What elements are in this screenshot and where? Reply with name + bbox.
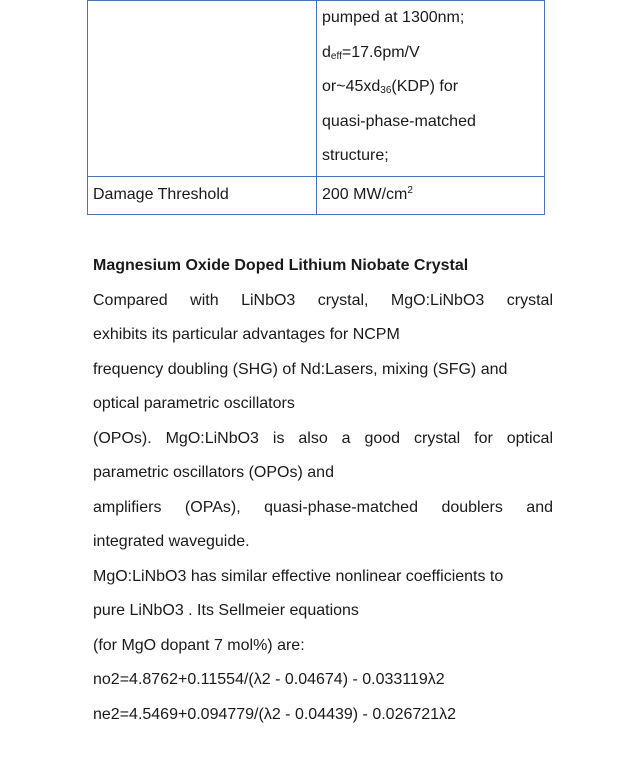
value-line: structure;: [322, 147, 389, 164]
value-line: quasi-phase-matched: [322, 112, 476, 130]
kdp-subscript: 36: [380, 85, 392, 96]
value-line: [322, 70, 539, 105]
properties-table: [87, 0, 545, 215]
paragraph-line: parametric oscillators (OPOs) and: [93, 464, 334, 481]
paragraph-line: optical parametric oscillators: [93, 395, 295, 412]
kdp-rest: (KDP) for: [391, 78, 459, 95]
table-cell-value: [317, 1, 545, 177]
deff-subscript: eff: [330, 50, 342, 62]
sellmeier-equation-ne: ne2=4.5469+0.094779/(λ2 - 0.04439) - 0.026721λ2: [93, 705, 456, 723]
paragraph-line: (OPOs). MgO:LiNbO3 is also a good crystal for optical: [93, 429, 553, 447]
deff-symbol: d: [322, 43, 331, 61]
damage-unit-superscript: 2: [407, 185, 413, 196]
value-line: [322, 36, 539, 71]
paragraph-line: exhibits its particular advantages for NCPM: [93, 326, 400, 343]
sellmeier-equation-no: no2=4.8762+0.11554/(λ2 - 0.04674) - 0.033119λ2: [93, 671, 445, 688]
value-line: pumped at 1300nm;: [322, 9, 465, 26]
damage-threshold-value: [317, 177, 545, 215]
table-row: [88, 1, 545, 177]
paragraph-line: MgO:LiNbO3 has similar effective nonlinear coefficients to: [93, 567, 504, 585]
section-heading: Magnesium Oxide Doped Lithium Niobate Crystal: [93, 257, 469, 274]
damage-threshold-label: Damage Threshold: [88, 177, 317, 215]
paragraph-line: (for MgO dopant 7 mol%) are:: [93, 636, 305, 654]
deff-value: =17.6pm/V: [341, 43, 420, 61]
paragraph-line: frequency doubling (SHG) of Nd:Lasers, mixing (SFG) and: [93, 360, 508, 378]
paragraph-line: Compared with LiNbO3 crystal, MgO:LiNbO3 crystal: [93, 291, 553, 309]
paragraph-line: pure LiNbO3 . Its Sellmeier equations: [93, 602, 359, 619]
section-body: [93, 249, 553, 732]
kdp-prefix: or~45xd: [322, 78, 381, 95]
damage-value: 200 MW/cm: [322, 186, 408, 203]
paragraph-line: amplifiers (OPAs), quasi-phase-matched doublers and: [93, 498, 553, 516]
table-cell-label: [88, 1, 317, 177]
paragraph-line: integrated waveguide.: [93, 533, 250, 550]
table-row: [88, 177, 545, 215]
